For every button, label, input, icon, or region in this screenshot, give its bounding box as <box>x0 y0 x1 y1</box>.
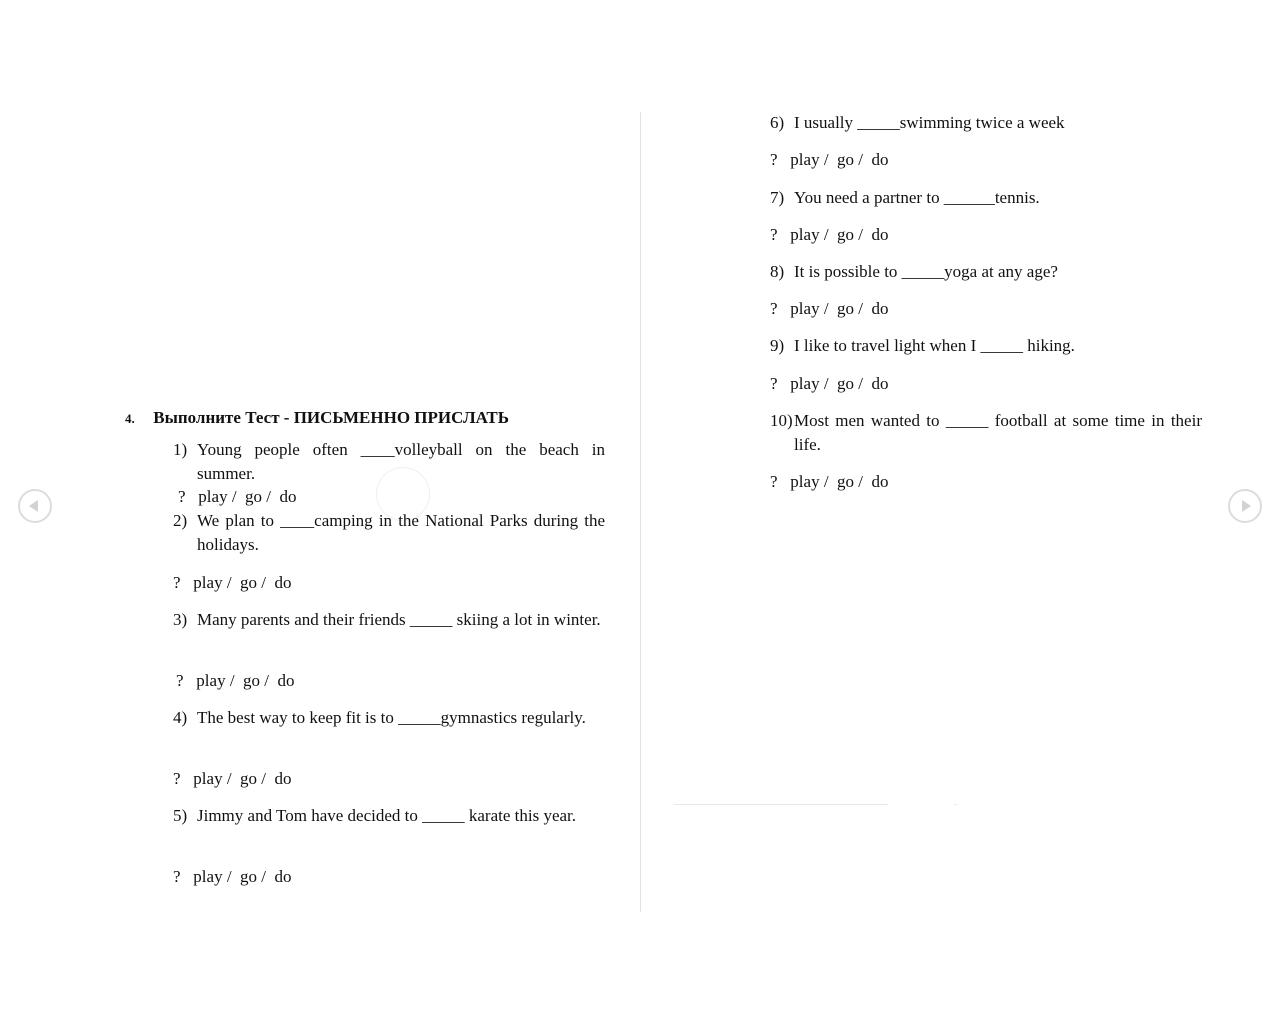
question-text: Most men wanted to _____ football at some time in their life. <box>794 411 1202 454</box>
question-8 <box>770 260 1202 284</box>
question-7 <box>770 186 1202 210</box>
answer-options-3: ? play / go / do <box>176 671 295 690</box>
chevron-right-icon <box>1242 500 1251 512</box>
question-2 <box>173 509 605 557</box>
question-number: 2) <box>173 511 188 530</box>
question-number: 3) <box>173 610 188 629</box>
answer-options-6: ? play / go / do <box>770 150 889 169</box>
question-text: It is possible to _____yoga at any age? <box>794 262 1058 281</box>
page-divider <box>640 112 641 912</box>
answer-options-8: ? play / go / do <box>770 299 889 318</box>
question-4 <box>173 706 605 730</box>
question-text: We plan to ____camping in the National Parks during the holidays. <box>197 511 605 554</box>
question-1 <box>173 438 605 486</box>
answer-options-5: ? play / go / do <box>173 867 292 886</box>
question-text: Many parents and their friends _____ skiing a lot in winter. <box>197 610 601 629</box>
question-number: 10) <box>770 411 793 430</box>
answer-options-10: ? play / go / do <box>770 472 889 491</box>
question-text: You need a partner to ______tennis. <box>794 188 1040 207</box>
question-number: 5) <box>173 806 188 825</box>
question-text: Jimmy and Tom have decided to _____ karate this year. <box>197 806 577 825</box>
question-9 <box>770 334 1202 358</box>
previous-page-button[interactable] <box>18 489 52 523</box>
question-text: The best way to keep fit is to _____gymnastics regularly. <box>197 708 586 727</box>
task-heading <box>125 408 509 428</box>
footnote-separator <box>674 804 888 805</box>
question-text: Young people often ____volleyball on the beach in summer. <box>197 440 605 483</box>
answer-options-2: ? play / go / do <box>173 573 292 592</box>
footnote-separator-mark <box>954 804 957 805</box>
question-text: I like to travel light when I _____ hiking. <box>794 336 1075 355</box>
question-text: I usually _____swimming twice a week <box>794 113 1065 132</box>
question-number: 6) <box>770 113 785 132</box>
question-10 <box>770 409 1202 457</box>
chevron-left-icon <box>29 500 38 512</box>
question-6 <box>770 111 1202 135</box>
question-number: 8) <box>770 262 785 281</box>
question-number: 7) <box>770 188 785 207</box>
answer-options-4: ? play / go / do <box>173 769 292 788</box>
next-page-button[interactable] <box>1228 489 1262 523</box>
task-number: 4. <box>125 411 135 426</box>
question-number: 4) <box>173 708 188 727</box>
question-number: 1) <box>173 440 188 459</box>
answer-options-7: ? play / go / do <box>770 225 889 244</box>
task-title: Выполните Тест - ПИСЬМЕННО ПРИСЛАТЬ <box>153 408 510 427</box>
question-5 <box>173 804 605 828</box>
answer-options-1: ? play / go / do <box>178 487 297 506</box>
question-number: 9) <box>770 336 785 355</box>
answer-options-9: ? play / go / do <box>770 374 889 393</box>
question-3 <box>173 608 605 632</box>
